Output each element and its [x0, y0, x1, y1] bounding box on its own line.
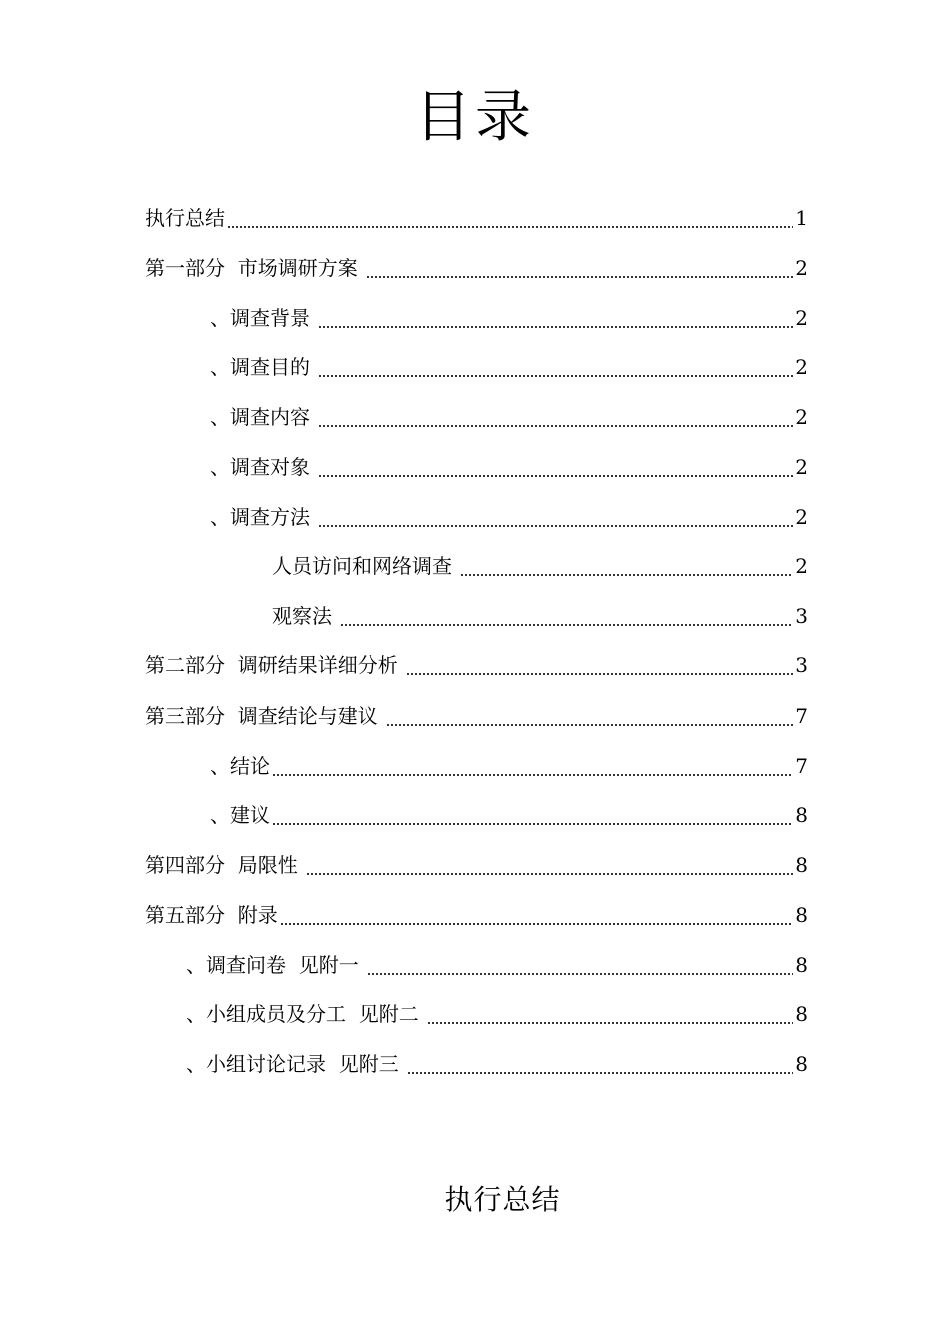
toc-entry[interactable] — [186, 982, 808, 1032]
toc-entry-page: 8 — [795, 1002, 808, 1026]
toc-entry[interactable] — [145, 236, 808, 286]
toc-entry-label: 、调查内容 — [210, 405, 317, 429]
toc-entry-page: 2 — [795, 455, 808, 479]
toc-entry-label: 、调查背景 — [210, 306, 317, 330]
toc-entry-label: 、调查目的 — [210, 355, 317, 379]
toc-entry[interactable] — [145, 684, 808, 734]
dot-leader — [280, 901, 794, 929]
toc-entry-label: 、结论 — [210, 754, 270, 778]
toc-entry[interactable] — [272, 534, 808, 584]
toc-entry-page: 7 — [795, 754, 808, 778]
dot-leader — [366, 254, 793, 282]
toc-entry-page: 2 — [795, 554, 808, 578]
toc-entry[interactable] — [210, 485, 808, 535]
toc-entry[interactable] — [210, 783, 808, 833]
toc-entry-label: 第一部分 市场调研方案 — [145, 256, 365, 280]
toc-entry-label: 观察法 — [272, 604, 339, 628]
toc-entry-label: 执行总结 — [145, 206, 225, 230]
toc-entry-page: 8 — [795, 803, 808, 827]
toc-entry[interactable] — [145, 833, 808, 883]
toc-entry-page: 8 — [795, 853, 808, 877]
toc-entry[interactable] — [145, 186, 808, 236]
toc-entry-label: 、小组讨论记录 见附三 — [186, 1052, 406, 1076]
toc-entry[interactable] — [210, 734, 808, 784]
toc-entry-page: 2 — [795, 256, 808, 280]
toc-entry[interactable] — [210, 435, 808, 485]
toc-entry[interactable] — [210, 385, 808, 435]
toc-entry[interactable] — [186, 1032, 808, 1082]
dot-leader — [318, 453, 793, 481]
toc-entry-page: 2 — [795, 405, 808, 429]
dot-leader — [318, 304, 793, 332]
toc-entry-page: 1 — [795, 206, 808, 230]
section-heading: 执行总结 — [444, 1183, 561, 1216]
toc-entry-label: 、调查问卷 见附一 — [186, 953, 366, 977]
toc-entry[interactable] — [272, 584, 808, 634]
dot-leader — [318, 503, 793, 531]
dot-leader — [340, 602, 793, 630]
toc-entry-page: 8 — [795, 1052, 808, 1076]
toc-entry-label: 人员访问和网络调查 — [272, 554, 459, 578]
toc-entry-label: 、调查方法 — [210, 505, 317, 529]
toc-entry-page: 8 — [795, 953, 808, 977]
toc-entry[interactable] — [186, 933, 808, 983]
toc-entry-label: 第四部分 局限性 — [145, 853, 305, 877]
toc-entry-page: 2 — [795, 505, 808, 529]
toc-entry-label: 第三部分 调查结论与建议 — [145, 704, 385, 728]
toc-entry-label: 、调查对象 — [210, 455, 317, 479]
dot-leader — [306, 851, 793, 879]
dot-leader — [460, 552, 793, 580]
toc-entry-page: 8 — [795, 903, 808, 927]
dot-leader — [318, 403, 793, 431]
toc-entry-page: 3 — [795, 604, 808, 628]
dot-leader — [367, 951, 793, 979]
dot-leader — [386, 702, 793, 730]
toc-entry-label: 、建议 — [210, 803, 270, 827]
dot-leader — [272, 801, 793, 829]
toc-entry-page: 7 — [795, 704, 808, 728]
toc-title: 目录 — [415, 85, 535, 150]
dot-leader — [407, 1050, 793, 1078]
dot-leader — [427, 1000, 793, 1028]
toc-entry-page: 2 — [795, 306, 808, 330]
dot-leader — [272, 752, 793, 780]
dot-leader — [227, 204, 793, 232]
toc-entry-page: 3 — [795, 653, 808, 677]
toc-entry-label: 、小组成员及分工 见附二 — [186, 1002, 426, 1026]
dot-leader — [318, 353, 793, 381]
toc-entry-label: 第五部分 附录 — [145, 903, 278, 927]
toc-entry-page: 2 — [795, 355, 808, 379]
toc-entry[interactable] — [210, 286, 808, 336]
toc-entry-label: 第二部分 调研结果详细分析 — [145, 653, 405, 677]
toc-entry[interactable] — [210, 335, 808, 385]
toc-entry[interactable] — [145, 633, 808, 683]
toc-entry[interactable] — [145, 883, 808, 933]
dot-leader — [406, 651, 793, 679]
